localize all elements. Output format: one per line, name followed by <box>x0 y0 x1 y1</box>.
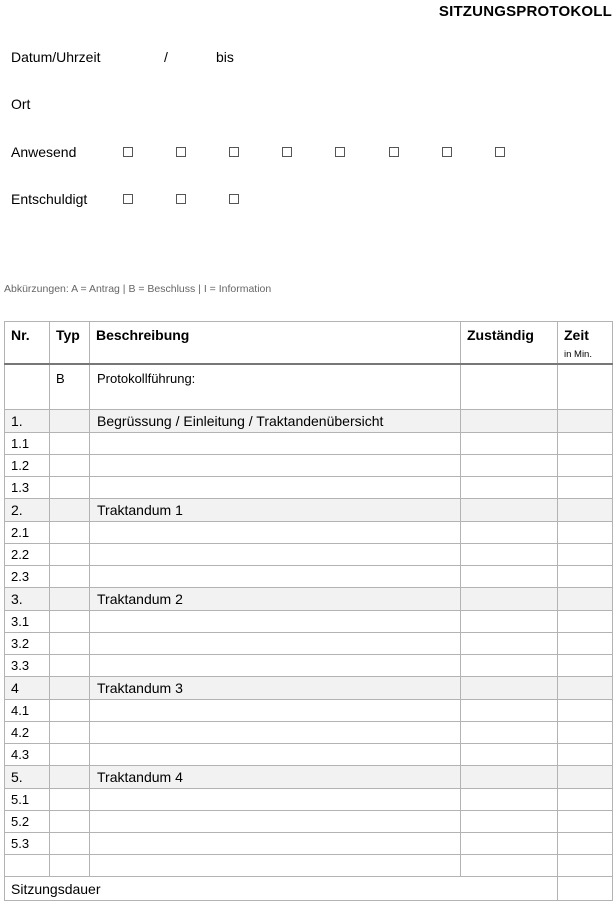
anwesend-checkbox[interactable] <box>282 147 292 157</box>
cell-zeit[interactable] <box>558 700 613 722</box>
cell-zustaendig[interactable] <box>461 433 558 455</box>
cell-beschreibung[interactable]: Traktandum 4 <box>90 766 461 789</box>
cell-nr[interactable]: 5.3 <box>5 833 50 855</box>
table-row <box>5 633 613 655</box>
cell-nr[interactable]: 1.3 <box>5 477 50 499</box>
cell-typ[interactable] <box>50 499 90 522</box>
cell-typ[interactable] <box>50 410 90 433</box>
document-title: SITZUNGSPROTOKOLL <box>438 3 612 20</box>
entschuldigt-checkbox[interactable] <box>229 194 239 204</box>
cell-typ[interactable] <box>50 722 90 744</box>
cell-zeit[interactable] <box>558 588 613 611</box>
cell-beschreibung[interactable] <box>90 455 461 477</box>
cell-typ[interactable] <box>50 766 90 789</box>
cell-typ[interactable] <box>50 455 90 477</box>
cell-typ[interactable] <box>50 433 90 455</box>
cell-zeit[interactable] <box>558 655 613 677</box>
sitzungsdauer-label: Sitzungsdauer <box>5 877 558 901</box>
cell-beschreibung[interactable] <box>90 700 461 722</box>
header-zeit <box>558 322 613 364</box>
cell-typ[interactable] <box>50 677 90 700</box>
cell-typ[interactable] <box>50 655 90 677</box>
cell-zeit[interactable] <box>558 811 613 833</box>
cell-typ[interactable] <box>50 744 90 766</box>
table-row <box>5 433 613 455</box>
anwesend-label: Anwesend <box>11 144 77 160</box>
cell-typ[interactable] <box>50 611 90 633</box>
cell-nr[interactable]: 3.1 <box>5 611 50 633</box>
cell-typ[interactable] <box>50 700 90 722</box>
datum-separator: / <box>164 49 168 65</box>
cell-zeit[interactable] <box>558 855 613 877</box>
table-row <box>5 722 613 744</box>
cell-typ[interactable]: B <box>50 364 90 410</box>
cell-beschreibung[interactable]: Traktandum 3 <box>90 677 461 700</box>
cell-nr[interactable]: 4.1 <box>5 700 50 722</box>
cell-zeit[interactable] <box>558 433 613 455</box>
cell-beschreibung[interactable] <box>90 744 461 766</box>
cell-beschreibung[interactable] <box>90 722 461 744</box>
cell-beschreibung[interactable] <box>90 633 461 655</box>
header-zustaendig: Zuständig <box>461 322 558 364</box>
cell-zustaendig[interactable] <box>461 522 558 544</box>
cell-zustaendig[interactable] <box>461 588 558 611</box>
cell-beschreibung[interactable] <box>90 833 461 855</box>
cell-zustaendig[interactable] <box>461 455 558 477</box>
cell-nr[interactable]: 3.3 <box>5 655 50 677</box>
cell-zeit[interactable] <box>558 455 613 477</box>
cell-nr[interactable]: 2.1 <box>5 522 50 544</box>
cell-zustaendig[interactable] <box>461 722 558 744</box>
table-row <box>5 455 613 477</box>
table-row <box>5 655 613 677</box>
anwesend-checkbox[interactable] <box>229 147 239 157</box>
entschuldigt-label: Entschuldigt <box>11 191 88 207</box>
table-row <box>5 544 613 566</box>
cell-typ[interactable] <box>50 833 90 855</box>
cell-zeit[interactable] <box>558 477 613 499</box>
cell-typ[interactable] <box>50 566 90 588</box>
cell-zustaendig[interactable] <box>461 700 558 722</box>
cell-beschreibung[interactable] <box>90 789 461 811</box>
cell-beschreibung[interactable] <box>90 477 461 499</box>
cell-zustaendig[interactable] <box>461 655 558 677</box>
cell-typ[interactable] <box>50 477 90 499</box>
datum-label: Datum/Uhrzeit <box>11 49 101 65</box>
cell-zustaendig[interactable] <box>461 544 558 566</box>
cell-typ[interactable] <box>50 588 90 611</box>
cell-nr[interactable]: 5.2 <box>5 811 50 833</box>
section-row <box>5 677 613 700</box>
cell-zeit[interactable] <box>558 722 613 744</box>
anwesend-checkbox[interactable] <box>123 147 133 157</box>
section-row <box>5 766 613 789</box>
cell-zeit[interactable] <box>558 766 613 789</box>
cell-zeit[interactable] <box>558 544 613 566</box>
cell-beschreibung[interactable] <box>90 811 461 833</box>
header-nr: Nr. <box>5 322 50 364</box>
anwesend-checkbox[interactable] <box>442 147 452 157</box>
anwesend-checkbox[interactable] <box>335 147 345 157</box>
header-beschreibung: Beschreibung <box>90 322 461 364</box>
cell-nr[interactable]: 4 <box>5 677 50 700</box>
cell-nr[interactable]: 2. <box>5 499 50 522</box>
anwesend-checkbox[interactable] <box>495 147 505 157</box>
cell-nr[interactable]: 3. <box>5 588 50 611</box>
table-row <box>5 700 613 722</box>
cell-zeit[interactable] <box>558 522 613 544</box>
header-zeit-unit: in Min. <box>564 349 592 360</box>
section-row <box>5 499 613 522</box>
cell-zeit[interactable] <box>558 566 613 588</box>
cell-zustaendig[interactable] <box>461 499 558 522</box>
cell-zustaendig[interactable] <box>461 789 558 811</box>
datum-bis-label: bis <box>216 49 234 65</box>
cell-zeit[interactable] <box>558 364 613 410</box>
table-row <box>5 744 613 766</box>
cell-typ[interactable] <box>50 789 90 811</box>
cell-typ[interactable] <box>50 544 90 566</box>
header-zeit-label: Zeit <box>564 327 589 343</box>
duration-row <box>5 877 613 901</box>
cell-zustaendig[interactable] <box>461 766 558 789</box>
cell-nr[interactable]: 4.2 <box>5 722 50 744</box>
cell-beschreibung[interactable]: Begrüssung / Einleitung / Traktandenübersicht <box>90 410 461 433</box>
cell-nr[interactable]: 5.1 <box>5 789 50 811</box>
table-row <box>5 566 613 588</box>
cell-beschreibung[interactable] <box>90 522 461 544</box>
header-typ: Typ <box>50 322 90 364</box>
cell-zeit[interactable] <box>558 499 613 522</box>
cell-nr[interactable] <box>5 364 50 410</box>
ort-label: Ort <box>11 96 31 112</box>
cell-zustaendig[interactable] <box>461 833 558 855</box>
cell-nr[interactable]: 5. <box>5 766 50 789</box>
table-row <box>5 611 613 633</box>
table-row <box>5 811 613 833</box>
cell-zeit[interactable] <box>558 744 613 766</box>
entschuldigt-checkbox[interactable] <box>176 194 186 204</box>
cell-nr[interactable]: 3.2 <box>5 633 50 655</box>
anwesend-checkbox[interactable] <box>389 147 399 157</box>
agenda-table <box>4 321 613 901</box>
table-row <box>5 789 613 811</box>
cell-zustaendig[interactable] <box>461 811 558 833</box>
cell-zustaendig[interactable] <box>461 611 558 633</box>
cell-beschreibung[interactable] <box>90 655 461 677</box>
cell-zustaendig[interactable] <box>461 364 558 410</box>
cell-beschreibung[interactable] <box>90 544 461 566</box>
cell-nr[interactable]: 2.3 <box>5 566 50 588</box>
cell-nr[interactable]: 2.2 <box>5 544 50 566</box>
sitzungsdauer-value[interactable] <box>558 877 613 901</box>
cell-zeit[interactable] <box>558 611 613 633</box>
cell-zustaendig[interactable] <box>461 677 558 700</box>
cell-beschreibung[interactable]: Protokollführung: <box>90 364 461 410</box>
cell-zustaendig[interactable] <box>461 477 558 499</box>
cell-beschreibung[interactable]: Traktandum 1 <box>90 499 461 522</box>
cell-zustaendig[interactable] <box>461 410 558 433</box>
cell-typ[interactable] <box>50 855 90 877</box>
cell-zustaendig[interactable] <box>461 744 558 766</box>
section-row <box>5 588 613 611</box>
cell-zeit[interactable] <box>558 677 613 700</box>
cell-zeit[interactable] <box>558 633 613 655</box>
cell-zeit[interactable] <box>558 789 613 811</box>
cell-typ[interactable] <box>50 633 90 655</box>
table-header-row <box>5 322 613 364</box>
cell-beschreibung[interactable]: Traktandum 2 <box>90 588 461 611</box>
anwesend-checkbox[interactable] <box>176 147 186 157</box>
cell-zustaendig[interactable] <box>461 633 558 655</box>
table-row <box>5 855 613 877</box>
cell-nr[interactable]: 1. <box>5 410 50 433</box>
section-row <box>5 410 613 433</box>
abbreviations-legend: Abkürzungen: A = Antrag | B = Beschluss | I = Information <box>4 283 272 295</box>
cell-beschreibung[interactable] <box>90 855 461 877</box>
cell-zeit[interactable] <box>558 833 613 855</box>
table-row <box>5 522 613 544</box>
cell-zeit[interactable] <box>558 410 613 433</box>
cell-zustaendig[interactable] <box>461 855 558 877</box>
cell-nr[interactable]: 1.1 <box>5 433 50 455</box>
cell-nr[interactable]: 1.2 <box>5 455 50 477</box>
protocol-row <box>5 364 613 410</box>
table-row <box>5 833 613 855</box>
cell-zustaendig[interactable] <box>461 566 558 588</box>
cell-nr[interactable] <box>5 855 50 877</box>
cell-beschreibung[interactable] <box>90 611 461 633</box>
cell-nr[interactable]: 4.3 <box>5 744 50 766</box>
cell-beschreibung[interactable] <box>90 566 461 588</box>
cell-beschreibung[interactable] <box>90 433 461 455</box>
cell-typ[interactable] <box>50 522 90 544</box>
table-row <box>5 477 613 499</box>
entschuldigt-checkbox[interactable] <box>123 194 133 204</box>
cell-typ[interactable] <box>50 811 90 833</box>
